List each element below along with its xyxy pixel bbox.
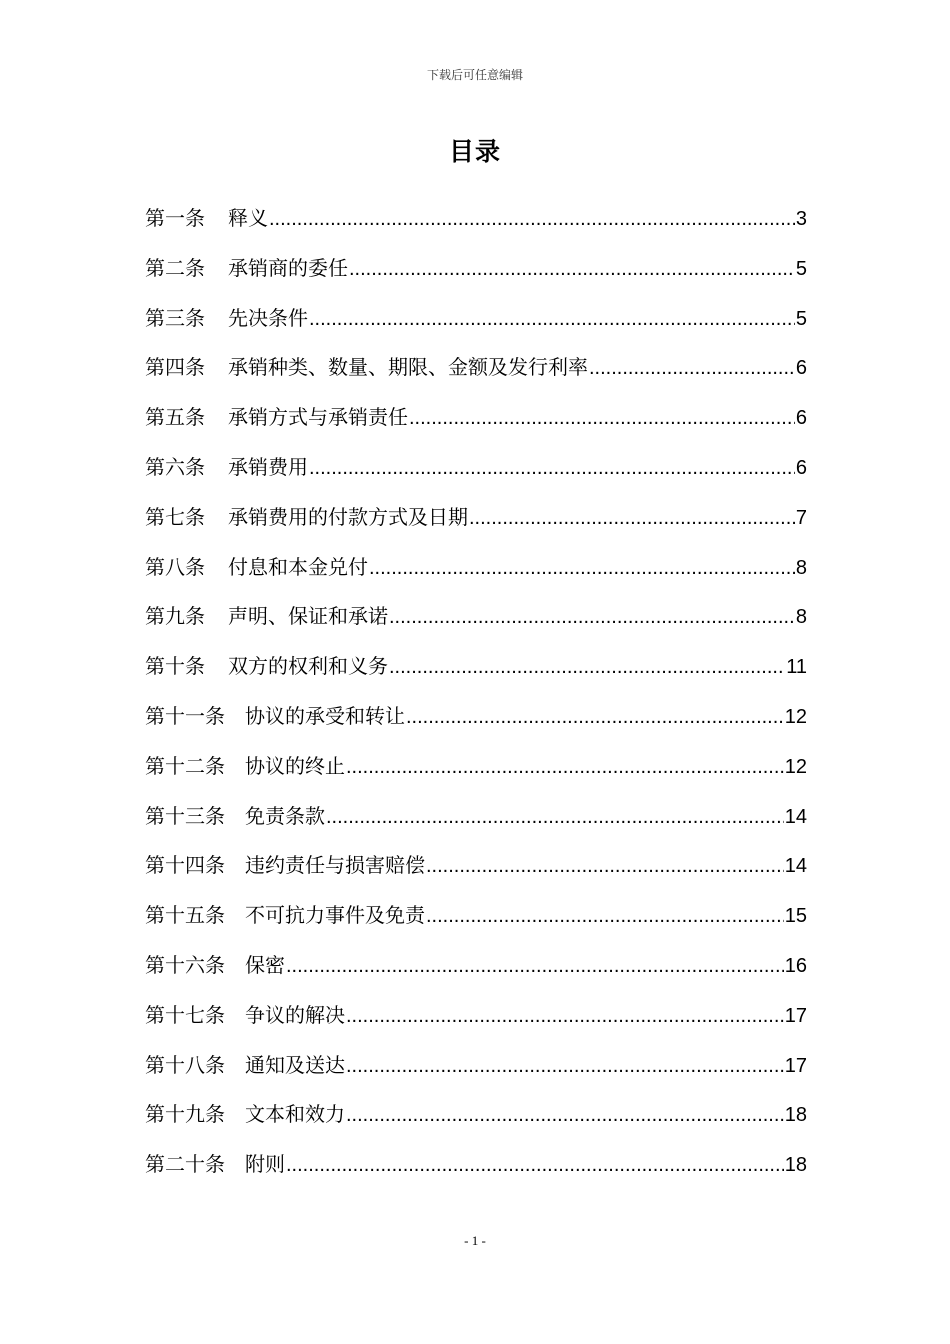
toc-dot-leader [309, 302, 795, 336]
toc-entry-page: 6 [795, 357, 807, 380]
toc-entry[interactable] [145, 898, 807, 948]
toc-entry-number: 第十九条 [145, 1102, 225, 1127]
toc-entry-title: 付息和本金兑付 [228, 554, 368, 579]
toc-entry-title: 承销种类、数量、期限、金额及发行利率 [228, 355, 588, 380]
toc-dot-leader [369, 551, 795, 585]
toc-entry[interactable] [145, 848, 807, 898]
toc-entry-number: 第二十条 [145, 1152, 225, 1177]
toc-entry-page: 18 [784, 1154, 807, 1177]
toc-entry[interactable] [145, 350, 807, 400]
toc-entry-page: 6 [795, 407, 807, 430]
toc-entry-title: 释义 [228, 206, 268, 230]
toc-dot-leader [349, 252, 795, 286]
toc-entry-page: 14 [784, 855, 807, 878]
toc-entry-title: 承销费用的付款方式及日期 [228, 504, 468, 529]
toc-entry-number: 第四条 [145, 355, 205, 380]
toc-entry[interactable] [145, 201, 807, 251]
toc-dot-leader [389, 600, 795, 634]
toc-entry-title: 保密 [245, 952, 285, 977]
toc-entry-title: 文本和效力 [245, 1102, 345, 1127]
toc-dot-leader [346, 750, 784, 784]
toc-entry-page: 18 [784, 1104, 807, 1127]
toc-entry-title: 违约责任与损害赔偿 [245, 853, 425, 878]
toc-entry-title: 免责条款 [245, 803, 325, 828]
toc-entry-number: 第十三条 [145, 803, 225, 828]
toc-entry-title: 争议的解决 [245, 1002, 345, 1027]
toc-entry-number: 第七条 [145, 504, 205, 529]
toc-entry[interactable] [145, 400, 807, 450]
toc-entry-title: 附则 [245, 1152, 285, 1177]
toc-dot-leader [309, 451, 795, 485]
toc-dot-leader [469, 501, 795, 535]
toc-entry-number: 第十四条 [145, 853, 225, 878]
toc-entry-number: 第十六条 [145, 952, 225, 977]
toc-entry-number: 第十五条 [145, 903, 225, 928]
toc-entry-title: 声明、保证和承诺 [228, 604, 388, 629]
toc-entry[interactable] [145, 799, 807, 849]
toc-entry-page: 11 [786, 656, 807, 679]
toc-dot-leader [406, 700, 784, 734]
toc-dot-leader [346, 999, 784, 1033]
toc-entry-page: 17 [784, 1004, 807, 1027]
toc-entry[interactable] [145, 749, 807, 799]
toc-entry[interactable] [145, 599, 807, 649]
toc-entry-page: 12 [784, 705, 807, 728]
toc-entry-page: 5 [795, 257, 807, 280]
toc-dot-leader [389, 650, 785, 684]
toc-dot-leader [409, 401, 795, 435]
toc-entry-title: 承销商的委任 [228, 255, 348, 280]
toc-entry-title: 承销费用 [228, 454, 308, 479]
toc-entry-page: 6 [795, 456, 807, 479]
toc-entry[interactable] [145, 1097, 807, 1147]
toc-entry-number: 第八条 [145, 554, 205, 579]
toc-entry-number: 第十二条 [145, 753, 225, 778]
toc-entry[interactable] [145, 1048, 807, 1098]
toc-entry-page: 8 [795, 556, 807, 579]
toc-entry-number: 第十七条 [145, 1002, 225, 1027]
toc-entry-page: 8 [795, 606, 807, 629]
toc-entry-title: 通知及送达 [245, 1052, 345, 1077]
toc-entry-page: 15 [784, 905, 807, 928]
toc-entry[interactable] [145, 500, 807, 550]
toc-dot-leader [269, 202, 795, 236]
toc-dot-leader [426, 849, 784, 883]
toc-entry-number: 第十一条 [145, 703, 225, 728]
toc-dot-leader [589, 351, 795, 385]
toc-dot-leader [286, 949, 784, 983]
toc-entry-title: 协议的终止 [245, 753, 345, 778]
toc-entry-number: 第一条 [145, 206, 205, 230]
toc-entry[interactable] [145, 1147, 807, 1197]
toc-dot-leader [346, 1098, 784, 1132]
toc-entry-title: 协议的承受和转让 [245, 703, 405, 728]
toc-entry-page: 3 [795, 208, 807, 230]
toc-entry-number: 第六条 [145, 454, 205, 479]
toc-entry[interactable] [145, 301, 807, 351]
toc-entry-number: 第九条 [145, 604, 205, 629]
toc-entry-page: 5 [795, 307, 807, 330]
toc-dot-leader [326, 800, 784, 834]
page-number: - 1 - [464, 1233, 486, 1248]
toc-entry[interactable] [145, 649, 807, 699]
toc-entry-title: 承销方式与承销责任 [228, 405, 408, 430]
toc-entry-number: 第三条 [145, 305, 205, 330]
toc-entry[interactable] [145, 998, 807, 1048]
toc-entry-page: 14 [784, 805, 807, 828]
toc-entry-page: 12 [784, 755, 807, 778]
toc-entry[interactable] [145, 251, 807, 301]
toc-entry[interactable] [145, 550, 807, 600]
toc-dot-leader [346, 1049, 784, 1083]
toc-entry[interactable] [145, 450, 807, 500]
toc-entry-page: 7 [795, 506, 807, 529]
header-note: 下载后可任意编辑 [426, 68, 523, 82]
toc-dot-leader [286, 1148, 784, 1182]
toc-entry-number: 第十条 [145, 654, 205, 679]
toc-entry-title: 先决条件 [228, 305, 308, 330]
toc-entry-number: 第二条 [145, 255, 205, 280]
toc-entry-title: 双方的权利和义务 [228, 654, 388, 679]
table-of-contents [145, 201, 807, 1197]
toc-dot-leader [426, 899, 784, 933]
toc-entry-number: 第十八条 [145, 1052, 225, 1077]
toc-entry-title: 不可抗力事件及免责 [245, 903, 425, 928]
toc-entry-page: 17 [784, 1054, 807, 1077]
toc-entry-page: 16 [784, 954, 807, 977]
toc-entry[interactable] [145, 699, 807, 749]
toc-entry-number: 第五条 [145, 405, 205, 430]
page-title: 目录 [448, 137, 501, 166]
toc-entry[interactable] [145, 948, 807, 998]
